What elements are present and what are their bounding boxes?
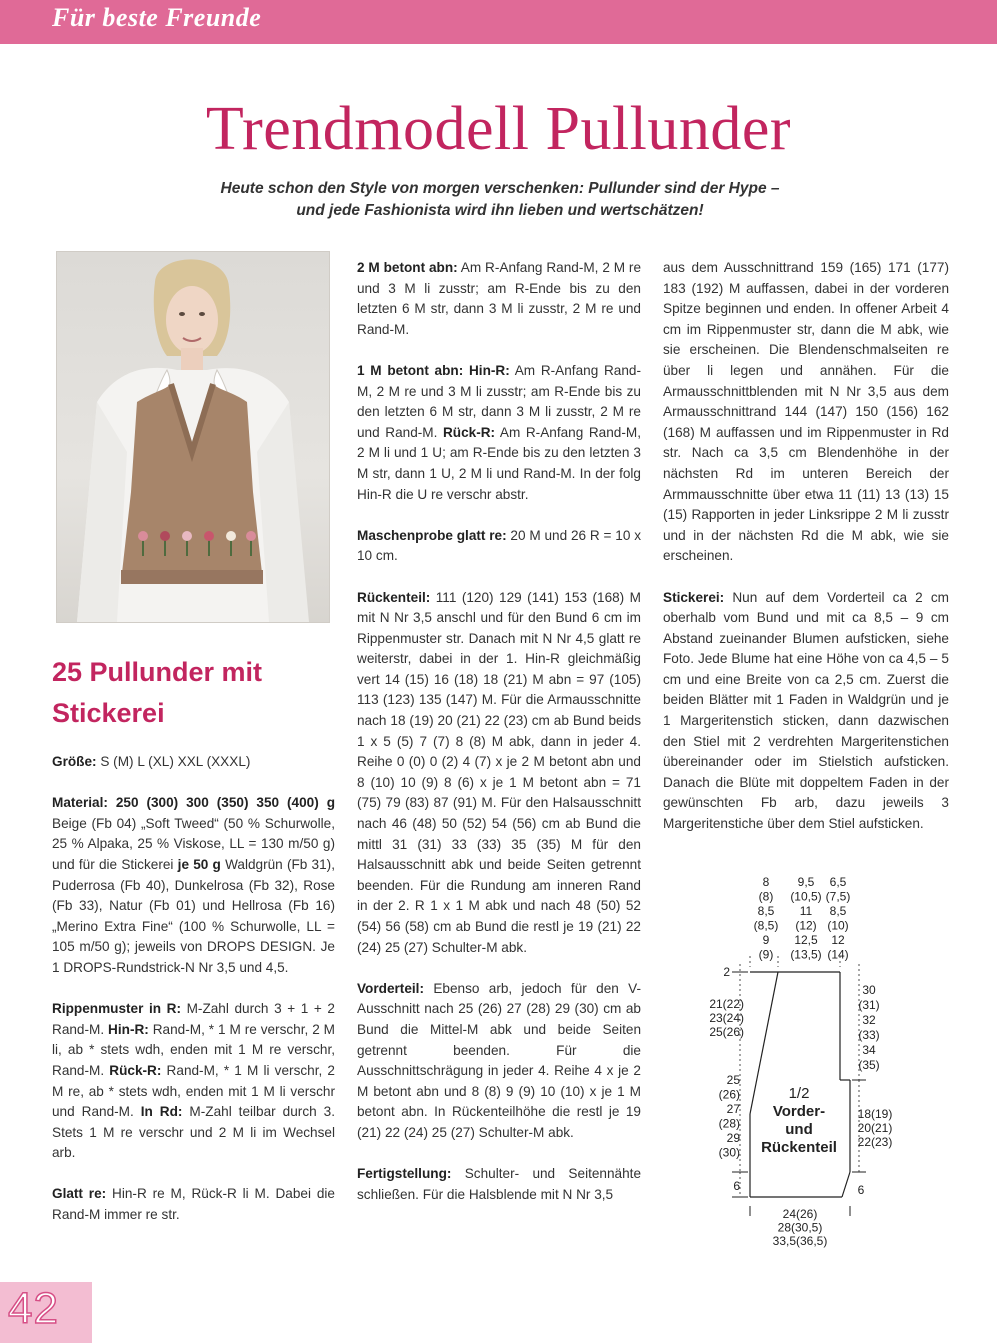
front-piece-paragraph (357, 979, 641, 1144)
schema-left-mid-label: (30) (718, 1145, 740, 1160)
schema-left-upper-label: 23(24) (709, 1011, 744, 1025)
stockinette-label: Glatt re: (52, 1186, 107, 1202)
gauge-paragraph (357, 526, 641, 567)
decrease-1-paragraph (357, 361, 641, 505)
schema-center-label: Rückenteil (761, 1139, 837, 1156)
schema-top-label: 8,5 (757, 904, 775, 918)
page-subtitle (150, 178, 850, 222)
material-paragraph (52, 793, 335, 978)
rib-text-3: Rand-M, * 1 M li verschr, 2 M re, ab * stets wdh, enden mit 1 M li verschr und Rand-M. (52, 1062, 335, 1120)
schema-right-mid-label: 18(19) (857, 1107, 893, 1121)
schema-center-label: und (785, 1121, 813, 1138)
embroidery-text: Nun auf dem Vorderteil ca 2 cm oberhalb vom Bund und mit ca 8,5 – 9 cm Abstand zueinander Blumen aufsticken, siehe Foto. Jede Blume hat eine Höhe von ca 4,5 – 5 cm und eine Breite von ca 2,5 cm. Zuerst die beiden Blätter mit 1 Faden in Waldgrün und je 1 Margeritenstich sticken, dann dazwischen den Stiel mit 2 verdrehten Margeritenstichen übereinander oder im Stielstich aufsticken. Danach die Blüte mit doppeltem Faden in der gewünschten Fb arb, dazu jeweils 3 Margeritenstiche über dem Stiel aufsticken. (663, 589, 949, 832)
schema-bottom-label: 33,5(36,5) (772, 1234, 828, 1248)
schema-left-bottom-label: 6 (733, 1179, 740, 1193)
section-header-bar (0, 0, 997, 44)
material-text-2: Waldgrün (Fb 31), Puderrosa (Fb 40), Dunkelrosa (Fb 32), Rose (Fb 33), Natur (Fb 01) und Hellrosa (Fb 16) „Merino Extra Fine“ (100 % Schurwolle, LL = 105 m/50 g); jeweils von DROPS DESIGN. Je 1 DROPS-Rundstrick-N Nr 3,5 und 4,5. (52, 856, 335, 975)
text-column-1 (52, 752, 335, 1246)
rib-label-2: Hin-R: (108, 1021, 149, 1037)
schema-top-label: (13,5) (790, 947, 822, 962)
front-piece-label: Vorderteil: (357, 980, 424, 996)
schema-right-top-label: (33) (858, 1028, 880, 1042)
schema-top-label: (10,5) (790, 889, 822, 904)
schema-center-label: 1/2 (788, 1085, 810, 1102)
decrease-1-label-2: Rück-R: (442, 424, 496, 440)
size-paragraph (52, 752, 335, 773)
schema-right-mid-label: 20(21) (857, 1121, 893, 1135)
pattern-schematic (692, 872, 922, 1252)
schema-top-label: 9 (762, 933, 770, 947)
embroidery-label: Stickerei: (663, 589, 725, 605)
stockinette-paragraph (52, 1184, 335, 1225)
decrease-1-text-2: Am R-Anfang Rand-M, 2 M li und 1 U; am R-Ende bis zu den letzten 3 M str, dann 1 U, 2 M li und Rand-M. In der folg Hin-R die U re verschr abstr. (357, 424, 641, 502)
front-piece-text: Ebenso arb, jedoch für den V-Ausschnitt nach 25 (26) 27 (28) 29 (30) cm ab Bund die Mittel-M abk und beide Seiten getrennt beenden. Für die Ausschnittschrägung in jeder 4. Reihe 4 x je 2 M betont abn und 8 (8) 9 (9) 10 (10) x je 1 M betont abn. In Rückenteilhöhe die restl je 19 (21) 22 (24) 25 (27) Schulter-M abk. (357, 980, 641, 1140)
finishing-text: Schulter- und Seitennähte schließen. Für die Halsblende mit N Nr 3,5 (357, 1166, 641, 1202)
size-label: Größe: (52, 754, 97, 769)
decrease-2-paragraph (357, 258, 641, 340)
schema-left-top-label: 2 (723, 965, 730, 979)
rib-text-2: Rand-M, * 1 M re verschr, 2 M li, ab * stets wdh, enden mit 1 M re verschr, Rand-M. (52, 1021, 336, 1078)
page-title: Trendmodell Pullunder (205, 95, 792, 163)
schema-top-label: 9,5 (797, 875, 815, 889)
schema-top-label: (14) (827, 947, 849, 962)
back-piece-text: 111 (120) 129 (141) 153 (168) M mit N Nr 3,5 anschl und für den Bund 6 cm im Rippenmuster str. Danach mit N Nr 4,5 glatt re weiterstr, dabei in der 1. Hin-R gleichmäßig vert 14 (15) 16 (18) 18 (21) M abn = 97 (105) 113 (123) 135 (147) M. Für die Armausschnitte nach 18 (19) 20 (21) 22 (23) cm ab Bund beids 1 x 5 (5) 7 (7) 8 (8) M abk, dann in jeder 4. Reihe 0 (0) 0 (2) 4 (7) x je 2 M betont abn und 8 (10) 10 (9) 8 (6) x je 1 M betont abn = 71 (75) 79 (83) 87 (91) M. Für den Halsausschnitt nach 46 (48) 50 (52) 54 (56) cm ab Bund die mittl 31 (31) 33 (33) 35 (35) M für den Halsausschnitt abk und beide Seiten getrennt beenden. Für die Rundung am inneren Rand in der 2. R 1 x 1 M abk und nach 48 (50) 52 (54) 56 (58) cm ab Bund die restl je 19 (21) 22 (24) 25 (27) Schulter-M abk. (357, 589, 641, 955)
schema-left-upper-label: 21(22) (709, 997, 744, 1011)
text-column-3 (663, 258, 949, 855)
text-column-2 (357, 258, 641, 1226)
stockinette-text: Hin-R re M, Rück-R li M. Dabei die Rand-M immer re str. (52, 1186, 335, 1223)
size-text: S (M) L (XL) XXL (XXXL) (96, 754, 251, 769)
product-title: 25 Pullunder mit Stickerei (52, 657, 263, 728)
schema-right-mid-label: 22(23) (857, 1135, 893, 1149)
subtitle-line-1: Heute schon den Style von morgen verschenken: Pullunder sind der Hype – (220, 180, 780, 197)
schema-bottom-label: 28(30,5) (777, 1220, 823, 1235)
gauge-label: Maschenprobe glatt re: (357, 527, 507, 543)
rib-pattern-paragraph (52, 999, 335, 1164)
schema-center-label: Vorder- (772, 1103, 826, 1120)
schema-bottom-label: 24(26) (782, 1207, 818, 1221)
schema-left-mid-label: 27 (726, 1102, 740, 1116)
page-number: 42 (8, 1284, 59, 1333)
rib-label: Rippenmuster in R: (52, 1001, 181, 1017)
schema-left-mid-label: 25 (726, 1073, 740, 1087)
schema-left-mid-label: (26) (718, 1087, 740, 1102)
schema-top-label: (8,5) (753, 918, 779, 933)
material-bold-2: je 50 g (177, 856, 221, 872)
decrease-2-label: 2 M betont abn: (357, 260, 458, 275)
schema-top-label: 11 (799, 904, 813, 918)
schema-right-top-label: 34 (862, 1043, 876, 1057)
rib-text-4: M-Zahl teilbar durch 3. Stets 1 M re verschr und 2 M li im Wechsel arb. (52, 1104, 335, 1161)
decrease-1-text: Am R-Anfang Rand-M, 2 M re und 3 M li zusstr; am R-Ende bis zu den letzten 6 M str, dann 3 M li zusstr, 2 M re und Rand-M. (357, 362, 641, 440)
subtitle-line-2: und jede Fashionista wird ihn lieben und wertschätzen! (296, 202, 704, 219)
schema-top-label: 6,5 (829, 875, 847, 889)
rib-label-3: Rück-R: (109, 1062, 162, 1078)
schema-top-label: 8 (762, 875, 770, 889)
material-label: Material: 250 (300) 300 (350) 350 (400) g (52, 795, 335, 811)
material-text: Beige (Fb 04) „Soft Tweed“ (50 % Schurwolle, 25 % Alpaka, 25 % Viskose, LL = 130 m/50 g) und für die Stickerei (52, 815, 335, 872)
finishing-label: Fertigstellung: (357, 1166, 452, 1182)
schema-right-top-label: 32 (862, 1013, 876, 1027)
schema-right-top-label: (31) (858, 998, 880, 1012)
schema-left-mid-label: (28) (718, 1116, 740, 1131)
model-photo (57, 252, 329, 622)
rib-text-1: M-Zahl durch 3 + 1 + 2 Rand-M. (52, 1001, 335, 1037)
schema-top-label: (8) (758, 889, 774, 904)
schema-top-label: 12,5 (794, 933, 818, 947)
back-piece-paragraph (357, 588, 641, 959)
schema-left-mid-label: 29 (726, 1131, 740, 1145)
schema-top-label: (7,5) (825, 889, 851, 904)
schema-right-top-label: (35) (858, 1058, 880, 1072)
schema-top-label: (10) (827, 918, 849, 933)
schema-top-label: (12) (795, 918, 817, 933)
gauge-text: 20 M und 26 R = 10 x 10 cm. (357, 527, 641, 564)
decrease-2-text: Am R-Anfang Rand-M, 2 M re und 3 M li zusstr; am R-Ende bis zu den letzten 6 M str, dann 3 M li zusstr, 2 M re und Rand-M. (357, 260, 642, 337)
page-number-box (0, 1282, 92, 1343)
decrease-1-label: 1 M betont abn: Hin-R: (357, 362, 510, 378)
schema-top-label: 8,5 (829, 904, 847, 918)
schema-top-label: (9) (758, 947, 774, 962)
finishing-continued-paragraph: aus dem Ausschnittrand 159 (165) 171 (177) 183 (192) M auffassen, dabei in der vorderen Spitze beginnen und enden. In offener Arbeit 4 cm im Rippenmuster str, dann die M abk, wie sie erscheinen. Die Blendenschmalseiten re über li legen und annähen. Für die Armausschnittblenden mit N Nr 3,5 aus dem Armausschnittrand 144 (147) 150 (156) 162 (168) M auffassen und im Rippenmuster in Rd str. Nach ca 3,5 cm Blendenhöhe in der nächsten Rd im unteren Bereich der Armmausschnitte über etwa 11 (11) 13 (13) 15 (15) Rapporten in jeder Linksrippe 2 M li zusstr und in der nächsten Rd die M abk, wie sie erscheinen. (663, 260, 949, 564)
schema-right-bottom-label: 6 (857, 1183, 865, 1197)
back-piece-label: Rückenteil: (357, 589, 431, 605)
rib-label-4: In Rd: (140, 1104, 183, 1120)
schema-right-top-label: 30 (862, 983, 876, 997)
section-header-title: Für beste Freunde (52, 3, 262, 32)
schema-top-label: 12 (831, 933, 845, 947)
schema-left-upper-label: 25(26) (709, 1025, 744, 1039)
finishing-paragraph (357, 1164, 641, 1205)
embroidery-paragraph (663, 588, 949, 835)
